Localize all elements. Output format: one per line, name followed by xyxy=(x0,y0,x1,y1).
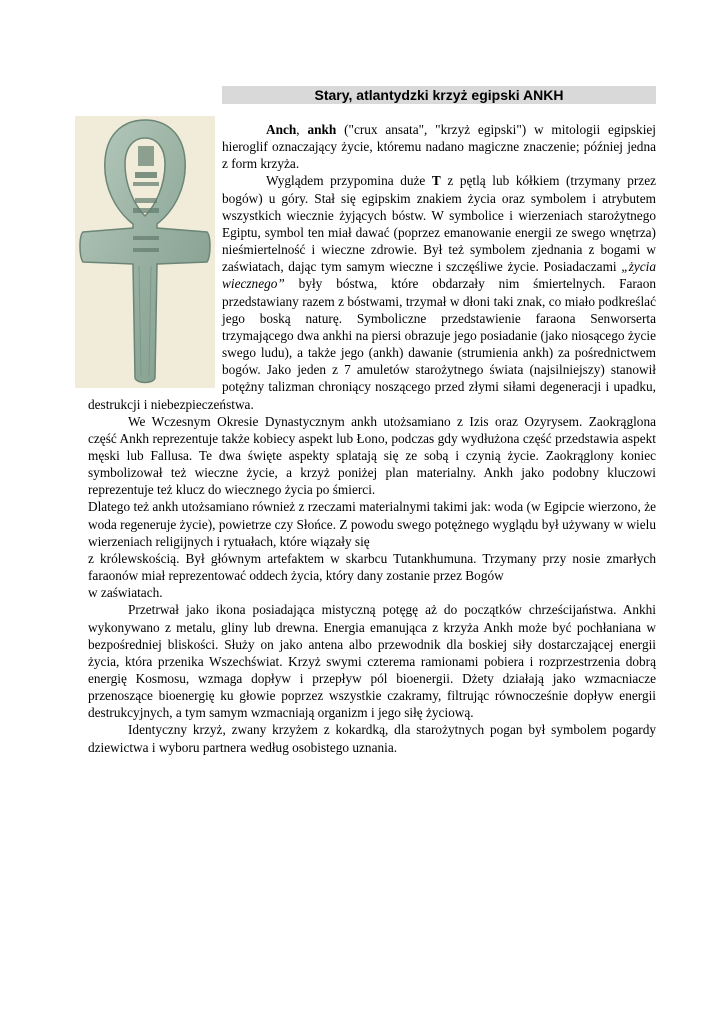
paragraph-4a: Dlatego też ankh utożsamiano również z rzeczami materialnymi takimi jak: woda (w Egipcie wierzono, że woda regeneruje życie), powietrze czy Słońce. Z powodu swego potężnego wyglądu był używany w wielu wierzeniach religijnych i rytuałach, które wiązały się xyxy=(88,499,656,549)
page-title: Stary, atlantydzki krzyż egipski ANKH xyxy=(222,86,656,104)
paragraph-2: Wyglądem przypomina duże T z pętlą lub kółkiem (trzymany przez bogów) u góry. Stał się egipskim znakiem życia oraz symbolem i atrybutem wszystkich wiecznie żyjących bóstw. W symbolice i wierzeniach starożytnego Egiptu, symbol ten miał dawać (poprzez emanowanie energii ze swego wnętrza) nieśmiertelność i wieczne zdrowie. Był też symbolem zjednania z bogami w zaświatach, dając tym samym wieczne i szczęśliwe życie. Posiadaczami „życia wiecznego” były bóstwa, które obdarzały nim śmiertelnych. Faraon przedstawiany razem z bóstwami, trzymał w dłoni taki znak, co miało podkreślać jego boską naturę. Symboliczne przedstawienie faraona Senworserta trzymającego dwa ankhi na piersi obrazuje jego posiadanie (jako niosącego życie swego ludu), a także jego (ankh) dawanie (strumienia ankh) za pośrednictwem bogów. Jako jeden z 7 amuletów starożytnego świata (najsilniejszy) stanowił potężny talizman chroniący noszącego przed złymi siłami degeneracji i upadku, destrukcji i niebezpieczeństwa. xyxy=(88,173,657,412)
paragraph-5: Przetrwał jako ikona posiadająca mistyczną potęgę aż do początków chrześcijaństwa. Ankhi wykonywano z metalu, gliny lub drewna. Energia emanująca z krzyża Ankh może być pochłaniana w bezpośredniej bliskości. Służy on jako antena albo przewodnik dla boskiej siły dostarczającej energii życia, która przenika Wszechświat. Krzyż swymi czterema ramionami pobiera i rozprzestrzenia dobrą energię Kosmosu, wzmaga dopływ i przepływ pól bioenergii. Dżety działają jako wzmacniacze przenoszące bioenergię ku głowie poprzez wszystkie czakramy, filtrując równocześnie dopływ energii destrukcyjnych, a tym samym wzmacniają organizm i jego siłę życiową. xyxy=(88,602,656,721)
paragraph-4c: w zaświatach. xyxy=(88,585,163,601)
paragraph-6: Identyczny krzyż, zwany krzyżem z kokardką, dla starożytnych pogan był symbolem pogardy dziewictwa i wyboru partnera według osobistego uznania. xyxy=(88,722,656,755)
paragraph-4b: z królewskością. Był głównym artefaktem w skarbcu Tutankhumuna. Trzymany przy nosie zmarłych faraonów miał reprezentować oddech życia, który dany zostanie przez Bogów xyxy=(88,550,656,584)
paragraph-1: Anch, ankh ("crux ansata", "krzyż egipski") w mitologii egipskiej hieroglif oznaczający życie, któremu nadano magiczne znaczenie; później jedna z form krzyża. xyxy=(222,122,656,172)
article-body xyxy=(88,121,656,756)
paragraph-3: We Wczesnym Okresie Dynastycznym ankh utożsamiano z Izis oraz Ozyrysem. Zaokrąglona część Ankh reprezentuje także kobiecy aspekt lub Łono, podczas gdy wydłużona część przedstawia aspekt męski lub Fallusa. Te dwa święte aspekty splatają się ze sobą i czynią życie. Zaokrąglony koniec symbolizował też wieczne życie, a krzyż poniżej plan materialny. Ankh jako podobny kluczowi reprezentuje też klucz do wiecznego życia po śmierci. xyxy=(88,413,656,498)
